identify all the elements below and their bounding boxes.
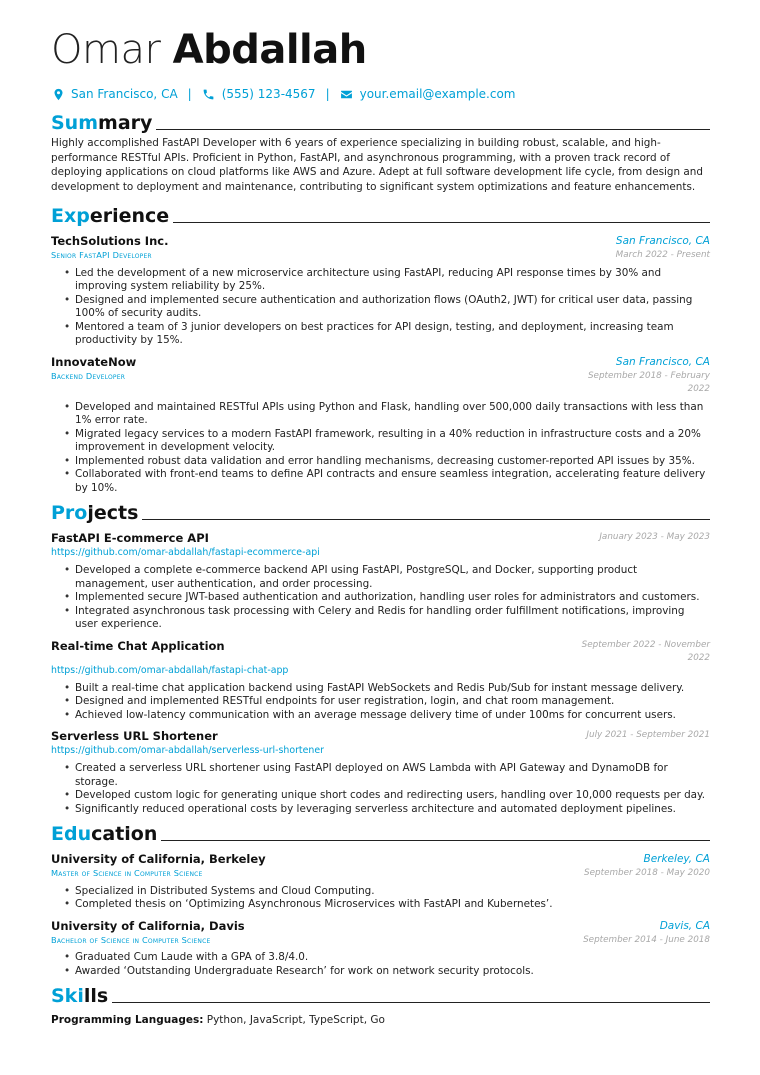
entry-dates: September 2022 - November 2022: [581, 639, 710, 664]
envelope-icon: [340, 87, 354, 101]
entry-dates: September 2018 - May 2020: [584, 868, 710, 879]
bullet-item: • Completed thesis on ‘Optimizing Asynchronous Microservices with FastAPI and Kubernetes’.: [64, 898, 710, 912]
phone-text: (555) 123-4567: [221, 87, 316, 101]
school-name: University of California, Davis: [51, 918, 245, 933]
section-title-accent: Exp: [51, 205, 90, 228]
section-title-accent: Sum: [51, 112, 99, 134]
bullet-item: • Achieved low-latency communication with an average message delivery time of under 100ms for concurrent users.: [64, 709, 710, 723]
section-title-experience: [51, 203, 710, 227]
project-link[interactable]: https://github.com/omar-abdallah/serverless-url-shortener: [51, 745, 324, 757]
education-entry: [51, 919, 710, 979]
section-divider: [161, 840, 710, 841]
section-divider: [112, 1002, 710, 1003]
school-name: University of California, Berkeley: [51, 852, 266, 867]
bullet-item: • Led the development of a new microservice architecture using FastAPI, reducing API response times by 30% and improving system reliability by 25%.: [64, 267, 710, 294]
bullet-item: • Designed and implemented secure authentication and authorization flows (OAuth2, JWT) for critical user data, passing 100% of security audits.: [64, 294, 710, 321]
contact-email[interactable]: [340, 87, 516, 101]
section-title-skills: [51, 983, 710, 1007]
bullet-item: • Developed a complete e-commerce backend API using FastAPI, PostgreSQL, and Docker, supporting product management, user authentication, and order processing.: [64, 564, 710, 591]
bullet-item: • Implemented secure JWT-based authentication and authorization, handling user roles for administrators and customers.: [64, 591, 710, 605]
project-entry: [51, 531, 710, 632]
location-text: San Francisco, CA: [71, 87, 178, 101]
bullet-item: • Implemented robust data validation and error handling mechanisms, decreasing customer-reported API issues by 35%.: [64, 455, 710, 469]
project-name: FastAPI E-commerce API: [51, 531, 209, 546]
candidate-name: [51, 26, 710, 76]
bullet-item: • Migrated legacy services to a modern FastAPI framework, resulting in a 40% reduction in infrastructure costs and a 20% improvement in development velocity.: [64, 428, 710, 455]
bullet-item: • Graduated Cum Laude with a GPA of 3.8/4.0.: [64, 951, 710, 965]
section-divider: [142, 519, 710, 520]
bullet-item: • Collaborated with front-end teams to define API contracts and ensure seamless integration, accelerating feature delivery by 10%.: [64, 468, 710, 495]
entry-location: Davis, CA: [659, 919, 710, 932]
education-entry: [51, 852, 710, 912]
section-title-education: [51, 821, 710, 845]
contact-line: [51, 84, 710, 104]
bullet-list: [64, 401, 710, 496]
bullet-item: • Mentored a team of 3 junior developers on best practices for API design, testing, and deployment, increasing team productivity by 15%.: [64, 321, 710, 348]
section-title-rest: cation: [91, 823, 158, 846]
entry-location: San Francisco, CA: [615, 355, 710, 368]
last-name: Abdallah: [172, 27, 367, 73]
phone-icon: [202, 87, 216, 101]
bullet-item: • Integrated asynchronous task processing with Celery and Redis for handling order fulfillment notifications, improving user experience.: [64, 605, 710, 632]
bullet-item: • Created a serverless URL shortener using FastAPI deployed on AWS Lambda with API Gateway and DynamoDB for storage.: [64, 762, 710, 789]
project-entry: [51, 639, 710, 723]
experience-entry: [51, 234, 710, 348]
entry-dates: September 2018 - February 2022: [587, 370, 710, 395]
project-name: Real-time Chat Application: [51, 638, 225, 653]
degree-name: Master of Science in Computer Science: [51, 868, 203, 879]
skills-line: [51, 1013, 710, 1027]
bullet-list: [64, 951, 710, 978]
bullet-list: [64, 885, 710, 912]
project-name: Serverless URL Shortener: [51, 729, 218, 744]
bullet-item: • Specialized in Distributed Systems and Cloud Computing.: [64, 885, 710, 899]
section-divider: [173, 222, 710, 223]
summary-text: Highly accomplished FastAPI Developer with 6 years of experience specializing in building robust, scalable, and high-performance RESTful APIs. Proficient in Python, FastAPI, and asynchronous programming, with a proven track record of deploying applications on cloud platforms like AWS and Azure. Adept at full software development life cycle, from design and development to deployment and maintenance, contributing to significant system optimizations and feature enhancements.: [51, 137, 703, 193]
email-text: your.email@example.com: [359, 87, 516, 101]
entry-dates: January 2023 - May 2023: [599, 532, 710, 543]
job-role: Senior FastAPI Developer: [51, 250, 152, 261]
experience-entry: [51, 355, 710, 496]
section-title-accent: Edu: [51, 823, 92, 846]
skills-label: Programming Languages:: [51, 1014, 204, 1027]
bullet-item: • Significantly reduced operational costs by leveraging serverless architecture and automated deployment pipelines.: [64, 803, 710, 817]
job-role: Backend Developer: [51, 370, 126, 381]
bullet-item: • Designed and implemented RESTful endpoints for user registration, login, and chat room management.: [64, 695, 710, 709]
section-title-accent: Ski: [51, 985, 84, 1008]
bullet-list: [64, 762, 710, 816]
section-divider: [156, 129, 710, 130]
section-title-rest: lls: [83, 985, 109, 1008]
entry-location: Berkeley, CA: [643, 853, 710, 866]
bullet-item: • Developed and maintained RESTful APIs using Python and Flask, handling over 500,000 daily transactions with less than 1% error rate.: [64, 401, 710, 428]
project-link[interactable]: https://github.com/omar-abdallah/fastapi-chat-app: [51, 664, 289, 676]
bullet-item: • Built a real-time chat application backend using FastAPI WebSockets and Redis Pub/Sub for instant message delivery.: [64, 682, 710, 696]
entry-dates: July 2021 - September 2021: [586, 730, 710, 741]
entry-location: San Francisco, CA: [615, 235, 710, 248]
project-link[interactable]: https://github.com/omar-abdallah/fastapi-ecommerce-api: [51, 547, 320, 559]
map-marker-icon: [51, 87, 65, 101]
bullet-list: [64, 564, 710, 632]
contact-separator: |: [187, 87, 192, 101]
section-title-projects: [51, 500, 710, 524]
section-title-accent: Pro: [51, 502, 88, 525]
contact-separator: |: [325, 87, 330, 101]
section-title-rest: erience: [89, 205, 170, 228]
company-name: InnovateNow: [51, 354, 137, 369]
section-title-rest: jects: [87, 502, 139, 525]
bullet-item: • Awarded ‘Outstanding Undergraduate Research’ for work on network security protocols.: [64, 965, 710, 979]
bullet-list: [64, 682, 710, 723]
company-name: TechSolutions Inc.: [51, 234, 169, 249]
project-entry: [51, 729, 710, 816]
resume-page: [51, 26, 710, 1027]
bullet-list: [64, 267, 710, 348]
contact-phone[interactable]: [202, 87, 316, 101]
skills-value: Python, JavaScript, TypeScript, Go: [206, 1014, 385, 1027]
degree-name: Bachelor of Science in Computer Science: [51, 934, 211, 945]
first-name: Omar: [51, 27, 161, 73]
contact-location: [51, 87, 178, 101]
section-title-rest: mary: [98, 112, 153, 134]
bullet-item: • Developed custom logic for generating unique short codes and redirecting users, handling over 10,000 requests per day.: [64, 789, 710, 803]
entry-dates: March 2022 - Present: [615, 250, 710, 261]
section-title-summary: [51, 110, 710, 134]
entry-dates: September 2014 - June 2018: [583, 934, 710, 945]
